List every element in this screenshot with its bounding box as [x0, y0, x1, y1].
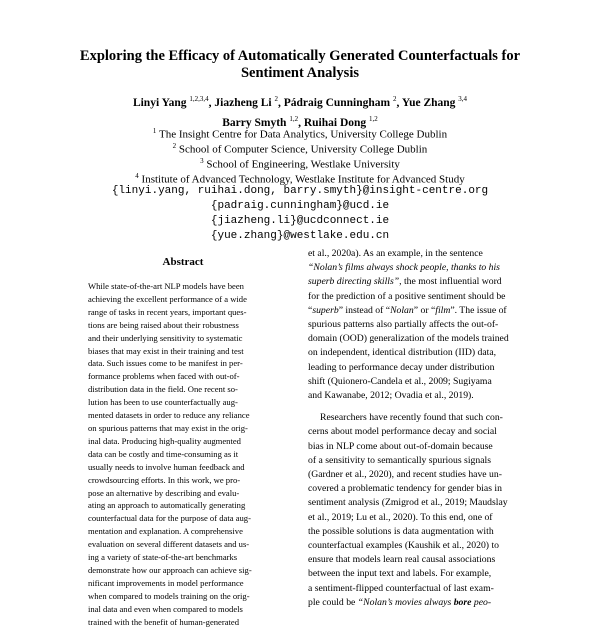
abstract-line: data can be costly and time-consuming as it [88, 448, 239, 459]
title-line: Sentiment Analysis [240, 65, 360, 81]
abstract-heading: Abstract [162, 256, 204, 268]
body-line: spurious patterns also partially affects the out-of- [308, 319, 499, 331]
abstract-line: ing a variety of state-of-the-art benchmarks [88, 552, 238, 563]
abstract-line: tions are being raised about their robustness [88, 319, 239, 330]
abstract-line: biases that may exist in their training and test [88, 345, 244, 356]
author-affil-sup: 1,2 [289, 115, 299, 123]
body-line: for the prediction of a positive sentiment should be [308, 290, 506, 302]
author-affil-sup: 2 [393, 95, 397, 103]
affiliation-text: School of Computer Science, University College Dublin [178, 143, 428, 156]
body-line: of a sensitivity to semantically spurious signals [308, 454, 491, 466]
author-name: Yue Zhang [401, 96, 456, 109]
affiliation-number: 3 [200, 157, 204, 165]
abstract-line: pose an alternative by describing and evalu- [88, 487, 240, 498]
body-text: , the most influential word [399, 276, 502, 288]
body-text: ”. The issue of [450, 304, 507, 316]
abstract-line: usually needs to involve human feedback and [88, 461, 245, 472]
abstract-line: inal data and even when compared to models [88, 603, 243, 614]
abstract-line: trained with the benefit of human-generated [88, 616, 240, 627]
abstract-line: data. Such issues come to be manifest in per- [88, 358, 243, 369]
body-line [308, 261, 528, 275]
body-line: counterfactual examples (Kaushik et al., 2020) to [308, 540, 499, 552]
body-line: bias in NLP come about out-of-domain because [308, 440, 493, 452]
body-line: on independent, identical distribution (IID) data, [308, 347, 497, 359]
abstract-line: and their underlying sensitivity to systematic [88, 332, 243, 343]
example-quote: “Nolan’s films always shock people, thanks to his [308, 262, 500, 274]
body-line: between the input text and labels. For example, [308, 568, 492, 580]
emphasized-word: Nolan [390, 304, 414, 316]
abstract-line: when compared to models training on the orig- [88, 590, 250, 601]
abstract-line: lution has been to use counterfactually aug- [88, 397, 238, 408]
abstract-line: inal data. Producing high-quality augmented [88, 435, 241, 446]
body-line: et al., 2020a). As an example, in the sentence [308, 248, 483, 259]
intro-body [308, 247, 528, 610]
author-name: Linyi Yang [132, 96, 187, 109]
abstract-line: mentation and explanation. A comprehensive [88, 526, 243, 537]
body-line: a sentiment-flipped counterfactual of last exam- [308, 582, 494, 594]
authors-line [40, 92, 560, 110]
title-line: Exploring the Efficacy of Automatically Generated Counterfactuals for [79, 48, 521, 64]
body-line: sentiment analysis (Zmigrod et al., 2019; Maudslay [308, 497, 508, 509]
affiliation-number: 4 [135, 172, 139, 180]
affiliation-text: School of Engineering, Westlake University [206, 158, 400, 171]
author-affil-sup: 1,2 [369, 115, 378, 123]
author-separator: , [277, 96, 281, 109]
body-line: covered a problematic tendency for gender bias in [308, 483, 502, 495]
abstract-line: crowdsourcing efforts. In this work, we pro- [88, 474, 241, 485]
paper-title [40, 48, 560, 82]
author-affil-sup: 3,4 [458, 95, 468, 103]
example-quote: peo- [471, 596, 492, 608]
author-affil-sup: 2 [274, 95, 278, 103]
author-separator: , [396, 96, 400, 109]
email-line: {yue.zhang}@westlake.edu.cn [210, 230, 390, 242]
body-line: Researchers have recently found that such con- [320, 412, 503, 424]
author-affil-sup: 1,2,3,4 [189, 95, 209, 103]
abstract-line: mented datasets in order to reduce any reliance [88, 410, 250, 421]
abstract-line: evaluation on several different datasets and us- [88, 539, 250, 550]
body-line: shift (Quionero-Candela et al., 2009; Sugiyama [308, 375, 492, 387]
abstract-line: While state-of-the-art NLP models have been [88, 281, 244, 291]
body-line [308, 275, 528, 289]
affiliation-number: 1 [152, 127, 157, 135]
email-line: {jiazheng.li}@ucdconnect.ie [210, 215, 390, 227]
body-text: ple could be [308, 596, 358, 608]
emphasized-word: bore [453, 596, 472, 608]
author-separator: , [208, 96, 212, 109]
body-line: domain (OOD) generalization of the models trained [308, 333, 509, 345]
abstract-line: range of tasks in recent years, important ques- [88, 306, 247, 317]
body-line: ensure that models learn real causal associations [308, 554, 496, 566]
body-text: “ [308, 304, 313, 316]
abstract-line: distribution data in the field. One recent so- [88, 384, 238, 395]
author-name: Pádraig Cunningham [283, 96, 391, 109]
body-text: ” or “ [413, 304, 436, 316]
abstract-line: nificant improvements in model performance [88, 577, 244, 588]
body-line: (Gardner et al., 2020), and recent studies have un- [308, 469, 502, 481]
body-line: and Kawanabe, 2012; Ovadia et al., 2019). [308, 390, 474, 402]
affiliation-text: Institute of Advanced Technology, Westlake Institute for Advanced Study [141, 173, 465, 186]
emphasized-word: film [435, 304, 451, 316]
author-name: Barry Smyth [222, 116, 287, 129]
abstract-line: demonstrate how our approach can achieve sig- [88, 564, 252, 575]
author-separator: , [298, 116, 301, 129]
body-line: et al., 2019; Lu et al., 2020). To this end, one of [308, 511, 493, 523]
abstract-line: counterfactual data for the purpose of data aug- [88, 513, 251, 524]
body-line: the possible solutions is data augmentation with [308, 525, 494, 537]
abstract-line: ating an approach to automatically generating [88, 500, 246, 511]
abstract-line: achieving the excellent performance of a wide [88, 293, 247, 304]
affiliation-text: The Insight Centre for Data Analytics, University College Dublin [158, 128, 448, 141]
example-quote: “Nolan’s movies always [357, 596, 454, 608]
body-line: leading to performance decay under distribution [308, 361, 495, 373]
body-line [308, 304, 528, 318]
paragraph-gap [308, 403, 528, 411]
body-line [308, 596, 528, 610]
email-line: {linyi.yang, ruihai.dong, barry.smyth}@insight-centre.org [111, 185, 489, 197]
author-name: Jiazheng Li [214, 96, 272, 109]
body-line: cerns about model performance decay and social [308, 426, 497, 438]
email-line: {padraig.cunningham}@ucd.ie [210, 200, 390, 212]
emphasized-word: superb [312, 304, 339, 316]
abstract-line: formance problems when faced with out-of- [88, 371, 240, 382]
body-text: ” instead of “ [338, 304, 391, 316]
abstract-line: on spurious patterns that may exist in the orig- [88, 422, 248, 433]
author-name: Ruihai Dong [303, 116, 367, 129]
abstract-body [88, 280, 280, 628]
example-quote: superb directing skills” [308, 276, 400, 288]
affiliation-number: 2 [172, 142, 177, 150]
